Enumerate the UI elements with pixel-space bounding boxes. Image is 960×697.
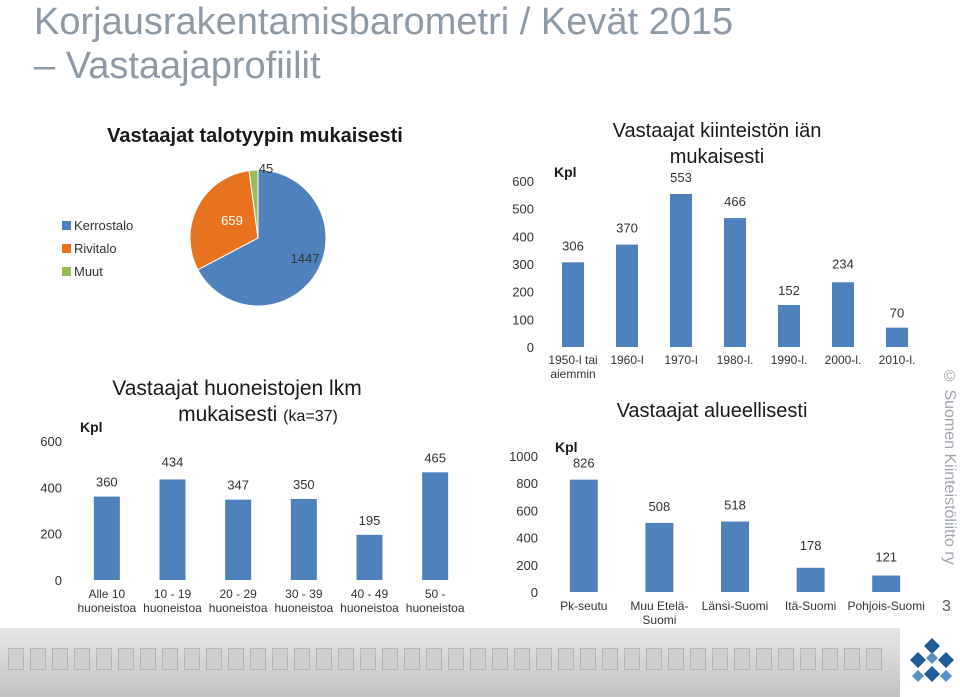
legend-swatch-muut <box>62 267 71 276</box>
footer-window <box>558 648 574 670</box>
age-chart-ylabel: Kpl <box>554 164 577 180</box>
age-category-line: aiemmin <box>550 367 596 381</box>
room-value-50-huoneistoa: 465 <box>424 450 447 466</box>
age-category-2010-l <box>879 353 916 367</box>
age-ytick-600: 600 <box>512 174 534 189</box>
region-value-pohjois-suomi: 121 <box>875 549 898 565</box>
room-bar-40-49-huoneistoa <box>357 535 383 580</box>
room-category-line: huoneistoa <box>77 601 137 615</box>
age-chart-title-line2: mukaisesti <box>669 146 765 168</box>
region-value-pk-seutu: 826 <box>572 455 595 471</box>
room-category-30-39-huoneistoa <box>274 587 333 615</box>
room-category-line: Alle 10 <box>88 587 126 601</box>
region-category-pk-seutu <box>560 599 607 613</box>
room-chart-ylabel: Kpl <box>80 419 103 435</box>
age-ytick-100: 100 <box>512 312 534 328</box>
bar-chart-kiinteiston-ika <box>512 120 915 381</box>
age-bar-1960-l <box>616 245 638 347</box>
footer-window <box>668 648 684 670</box>
region-category-line: Muu Etelä- <box>630 599 689 613</box>
footer-window <box>624 648 640 670</box>
footer-window <box>404 648 420 670</box>
age-bar-1970-l <box>670 194 692 347</box>
legend-label-rivitalo: Rivitalo <box>74 241 117 256</box>
footer-window <box>470 648 486 670</box>
room-chart-title-line2 <box>178 403 338 426</box>
footer-window <box>822 648 838 670</box>
room-category-line: huoneistoa <box>340 601 399 615</box>
room-bar-30-39-huoneistoa <box>291 499 317 580</box>
region-chart-title: Vastaajat alueellisesti <box>616 400 808 422</box>
room-category-line: huoneistoa <box>208 601 268 615</box>
region-bar-pk-seutu <box>570 480 598 592</box>
region-category-line: Länsi-Suomi <box>701 599 769 613</box>
region-bar-lansi-suomi <box>721 522 749 592</box>
footer-window <box>74 648 90 670</box>
legend-swatch-rivitalo <box>62 244 71 253</box>
footer-window <box>734 648 750 670</box>
footer-window <box>250 648 266 670</box>
pie-chart-talotyyppi <box>62 125 403 306</box>
room-category-line: 40 - 49 <box>350 587 389 601</box>
room-bar-alle-10-huoneistoa <box>94 497 120 580</box>
age-category-1970-l <box>664 353 697 367</box>
footer-window <box>30 648 46 670</box>
room-chart-title-words: mukaisesti <box>178 403 284 426</box>
slide-title-line2: – Vastaajaprofiilit <box>34 45 321 87</box>
footer-window <box>602 648 618 670</box>
age-bar-2000-l <box>832 282 854 347</box>
footer-window <box>8 648 24 670</box>
region-ytick-400: 400 <box>516 530 538 546</box>
copyright-text: © Suomen Kiinteistöliitto ry <box>941 368 958 565</box>
room-value-20-29-huoneistoa: 347 <box>227 477 250 493</box>
region-category-ita-suomi <box>785 599 836 613</box>
region-category-muu-etela-suomi <box>630 599 688 627</box>
footer-window <box>866 648 882 670</box>
room-ytick-200: 200 <box>40 526 62 542</box>
region-ytick-800: 800 <box>516 476 538 492</box>
age-value-2010-l: 70 <box>889 305 905 321</box>
region-ytick-1000: 1000 <box>509 449 538 464</box>
age-bar-1950-l-tai-aiemmin <box>562 262 584 347</box>
age-ytick-300: 300 <box>512 257 534 272</box>
room-category-alle-10-huoneistoa <box>77 587 136 615</box>
footer-window <box>316 648 332 670</box>
age-category-line: 1980-l. <box>716 353 754 367</box>
room-category-line: huoneistoa <box>405 601 465 615</box>
age-value-1990-l: 152 <box>778 282 800 298</box>
region-value-lansi-suomi: 518 <box>724 497 746 513</box>
region-chart-ylabel: Kpl <box>555 439 578 455</box>
footer-window <box>492 648 508 670</box>
age-bar-1980-l <box>724 218 746 347</box>
region-bar-muu-etela-suomi <box>645 523 673 592</box>
room-category-20-29-huoneistoa <box>209 587 268 615</box>
legend-label-muut: Muut <box>74 264 103 279</box>
region-category-line: Suomi <box>642 613 677 627</box>
footer-window <box>448 648 464 670</box>
bar-chart-huoneistojen-lkm <box>40 377 465 615</box>
age-category-1950-l-tai-aiemmin <box>548 353 597 381</box>
room-category-40-49-huoneistoa <box>340 587 399 615</box>
room-value-alle-10-huoneistoa: 360 <box>95 474 118 490</box>
bar-chart-alueellisesti <box>509 400 925 627</box>
footer-window <box>382 648 398 670</box>
room-bar-20-29-huoneistoa <box>225 500 251 580</box>
footer-window <box>426 648 442 670</box>
footer-window <box>712 648 728 670</box>
region-value-ita-suomi: 178 <box>799 537 822 553</box>
footer-window <box>646 648 662 670</box>
age-value-1960-l: 370 <box>616 220 638 236</box>
footer-window <box>690 648 706 670</box>
age-category-line: 1970-l <box>664 353 698 367</box>
age-category-line: 2010-l. <box>878 353 916 367</box>
age-bar-1990-l <box>778 305 800 347</box>
legend-label-kerrostalo: Kerrostalo <box>74 218 134 233</box>
pie-legend <box>62 218 133 279</box>
footer-window <box>294 648 310 670</box>
region-ytick-0: 0 <box>530 585 538 600</box>
age-category-1960-l <box>610 353 643 367</box>
pie-value-rivitalo: 659 <box>221 213 243 228</box>
region-category-pohjois-suomi <box>848 599 925 613</box>
footer-window <box>184 648 200 670</box>
footer-window <box>844 648 860 670</box>
age-value-1970-l: 553 <box>670 170 692 186</box>
region-category-line: Pohjois-Suomi <box>847 599 925 613</box>
age-category-line: 1960-l <box>610 353 644 367</box>
room-category-line: 20 - 29 <box>219 587 257 601</box>
footer-window <box>338 648 354 670</box>
room-ytick-600: 600 <box>40 434 62 449</box>
region-bar-pohjois-suomi <box>872 576 900 592</box>
age-bar-2010-l <box>886 328 908 347</box>
footer-window <box>360 648 376 670</box>
room-category-10-19-huoneistoa <box>143 587 202 615</box>
pie-value-kerrostalo: 1447 <box>290 251 320 266</box>
region-chart-bars <box>570 456 900 592</box>
room-chart-title-line1: Vastaajat huoneistojen lkm <box>112 377 362 400</box>
room-category-50-huoneistoa <box>406 587 465 615</box>
room-ytick-0: 0 <box>54 573 62 588</box>
room-category-line: 50 - <box>424 587 446 601</box>
footer-window <box>206 648 222 670</box>
slide-title-line1: Korjausrakentamisbarometri / Kevät 2015 <box>34 1 734 43</box>
room-bar-50-huoneistoa <box>422 472 448 580</box>
footer-window <box>580 648 596 670</box>
footer-window <box>118 648 134 670</box>
footer-window <box>96 648 112 670</box>
age-chart-title-line1: Vastaajat kiinteistön iän <box>612 120 822 142</box>
age-ytick-0: 0 <box>526 340 534 355</box>
footer-window <box>778 648 794 670</box>
footer-window <box>272 648 288 670</box>
age-value-2000-l: 234 <box>832 256 854 272</box>
room-value-10-19-huoneistoa: 434 <box>161 454 184 470</box>
age-ytick-400: 400 <box>512 229 534 245</box>
kiinteistoliitto-logo-icon <box>904 636 960 694</box>
region-bar-ita-suomi <box>797 568 825 592</box>
room-category-line: 10 - 19 <box>153 587 192 601</box>
footer-window <box>52 648 68 670</box>
age-chart-bars <box>562 170 908 347</box>
region-category-line: Pk-seutu <box>560 599 608 613</box>
footer-window <box>800 648 816 670</box>
footer-window <box>228 648 244 670</box>
pie-value-muut: 45 <box>258 161 274 176</box>
footer-window <box>140 648 156 670</box>
pie-slices <box>190 170 326 306</box>
room-category-line: 30 - 39 <box>285 587 323 601</box>
age-value-1980-l: 466 <box>724 194 746 210</box>
age-ytick-200: 200 <box>512 284 534 300</box>
pie-chart-title: Vastaajat talotyypin mukaisesti <box>107 125 403 147</box>
room-category-line: huoneistoa <box>274 601 334 615</box>
region-ytick-600: 600 <box>516 503 538 519</box>
age-ytick-500: 500 <box>512 201 534 217</box>
footer-window <box>756 648 772 670</box>
age-category-1990-l <box>771 353 808 367</box>
age-value-1950-l-tai-aiemmin: 306 <box>562 238 584 254</box>
room-ytick-400: 400 <box>40 480 62 496</box>
footer-window <box>514 648 530 670</box>
room-value-40-49-huoneistoa: 195 <box>358 512 381 528</box>
legend-swatch-kerrostalo <box>62 221 71 230</box>
room-chart-bars <box>94 450 448 580</box>
room-category-line: huoneistoa <box>143 601 202 615</box>
region-category-line: Itä-Suomi <box>784 599 837 613</box>
age-category-line: 1990-l. <box>770 353 808 367</box>
room-value-30-39-huoneistoa: 350 <box>292 476 315 492</box>
room-chart-subtitle: (ka=37) <box>283 408 338 425</box>
age-category-line: 2000-l. <box>824 353 862 367</box>
age-category-1980-l <box>717 353 754 367</box>
region-category-lansi-suomi <box>702 599 769 613</box>
region-value-muu-etela-suomi: 508 <box>648 498 671 514</box>
age-category-2000-l <box>825 353 862 367</box>
region-ytick-200: 200 <box>516 557 538 573</box>
footer-window <box>536 648 552 670</box>
footer-window <box>162 648 178 670</box>
room-bar-10-19-huoneistoa <box>160 479 186 580</box>
page-number: 3 <box>942 598 951 615</box>
age-category-line: 1950-l tai <box>548 353 598 367</box>
